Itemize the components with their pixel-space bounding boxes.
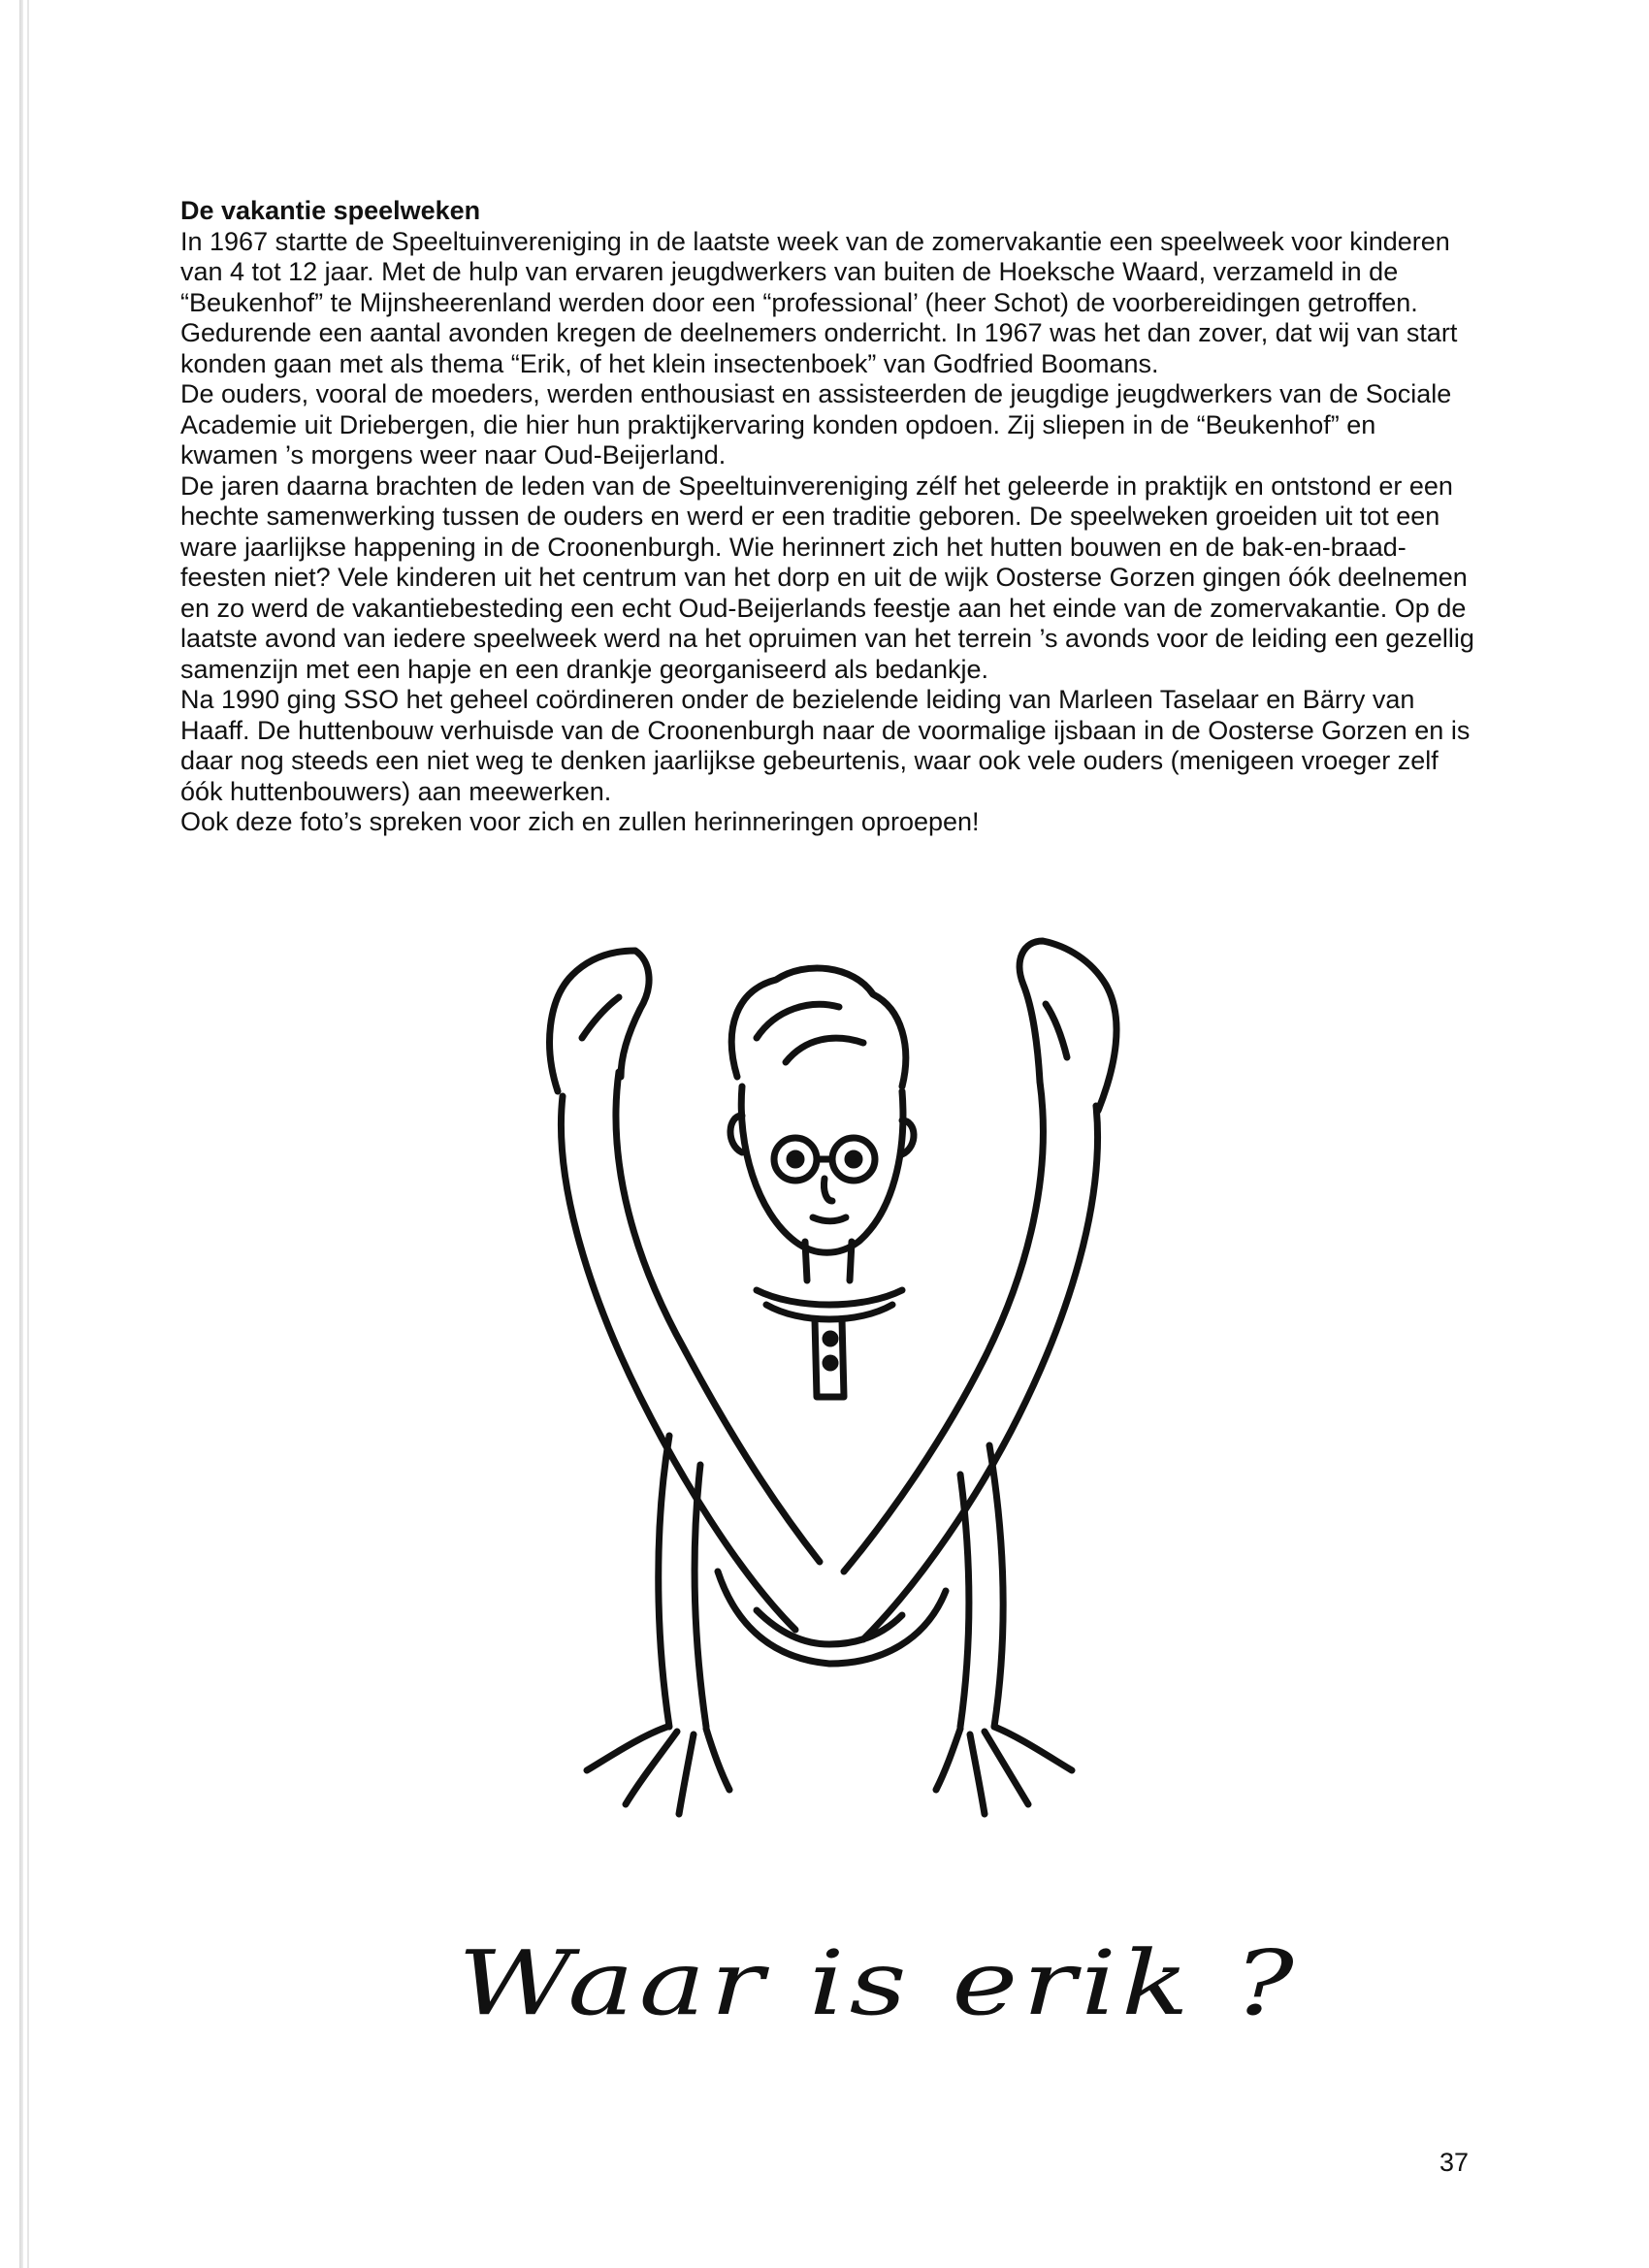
illustration-caption bbox=[458, 1930, 1299, 2037]
eye-left bbox=[790, 1153, 801, 1165]
collar bbox=[757, 1290, 902, 1319]
hair bbox=[731, 968, 905, 1086]
article-paragraph: De ouders, vooral de moeders, werden enthousiast en assisteerden de jeugdige jeugdwerkers van de Sociale Academie uit Driebergen, die hier hun praktijkervaring konden opdoen. Zij sliepen in de “Beukenhof” en kwamen ’s morgens weer naar Oud-Beijerland. bbox=[180, 379, 1452, 470]
face bbox=[741, 1086, 903, 1252]
article-heading: De vakantie speelweken bbox=[180, 196, 481, 225]
left-hand bbox=[587, 1727, 729, 1814]
caption-text: Waar is erik ? bbox=[458, 1931, 1299, 2035]
left-foot-detail bbox=[582, 997, 619, 1038]
article-paragraph: In 1967 startte de Speeltuinvereniging in de laatste week van de zomervakantie een speelweek voor kinderen van 4 tot 12 jaar. Met de hulp van ervaren jeugdwerkers van buiten de Hoeksche Waard, verzameld in de “Beukenhof” te Mijnsheerenland werden door een “professional’ (heer Schot) de voorbereidingen getroffen. Gedurende een aantal avonden kregen de deelnemers onderricht. In 1967 was het dan zover, dat wij van start konden gaan met als thema “Erik, of het klein insectenboek” van Godfried Boomans. bbox=[180, 226, 1458, 378]
right-foot-detail bbox=[1046, 1004, 1067, 1057]
shirt-button bbox=[825, 1358, 835, 1368]
left-leg bbox=[561, 1096, 795, 1630]
erik-drawing bbox=[446, 892, 1212, 1863]
shirt-button bbox=[825, 1334, 835, 1344]
article-paragraph: De jaren daarna brachten de leden van de Speeltuinvereniging zélf het geleerde in praktijk en ontstond er een hechte samenwerking tussen de ouders en werd er een traditie geboren. De speelweken groeiden uit tot een ware jaarlijkse happening in de Croonenburgh. Wie herinnert zich het hutten bouwen en de bak-en-braad-feesten niet? Vele kinderen uit het centrum van het dorp en uit de wijk Oosterse Gorzen gingen óók deelnemen en zo werd de vakantiebesteding een echt Oud-Beijerlands feestje aan het einde van de zomervakantie. Op de laatste avond van iedere speelweek werd na het opruimen van het terrein ’s avonds voor de leiding een gezellig samenzijn met een hapje en een drankje georganiseerd als bedankje. bbox=[180, 470, 1474, 684]
hair-lines bbox=[757, 1004, 863, 1062]
article-paragraph: Ook deze foto’s spreken voor zich en zullen herinneringen oproepen! bbox=[180, 807, 980, 836]
binding-shadow bbox=[27, 0, 29, 2268]
right-hand bbox=[936, 1727, 1072, 1814]
binding-edge bbox=[19, 0, 23, 2268]
left-foot bbox=[550, 951, 649, 1091]
mouth bbox=[813, 1217, 846, 1221]
right-foot bbox=[1019, 941, 1116, 1111]
eye-right bbox=[848, 1153, 859, 1165]
left-arm bbox=[659, 1436, 669, 1727]
right-arm-inner bbox=[960, 1474, 969, 1727]
right-arm bbox=[989, 1445, 1003, 1727]
article-paragraph: Na 1990 ging SSO het geheel coördineren onder de bezielende leiding van Marleen Taselaar en Bärry van Haaff. De huttenbouw verhuisde van de Croonenburgh naar de voormalige ijsbaan in de Oosterse Gorzen en is daar nog steeds een niet weg te denken jaarlijkse gebeurtenis, waar ook vele ouders (menigeen vroeger zelf óók huttenbouwers) aan meewerken. bbox=[180, 685, 1471, 806]
article bbox=[180, 196, 1480, 838]
nose bbox=[824, 1179, 832, 1201]
page-number: 37 bbox=[1439, 2148, 1470, 2177]
